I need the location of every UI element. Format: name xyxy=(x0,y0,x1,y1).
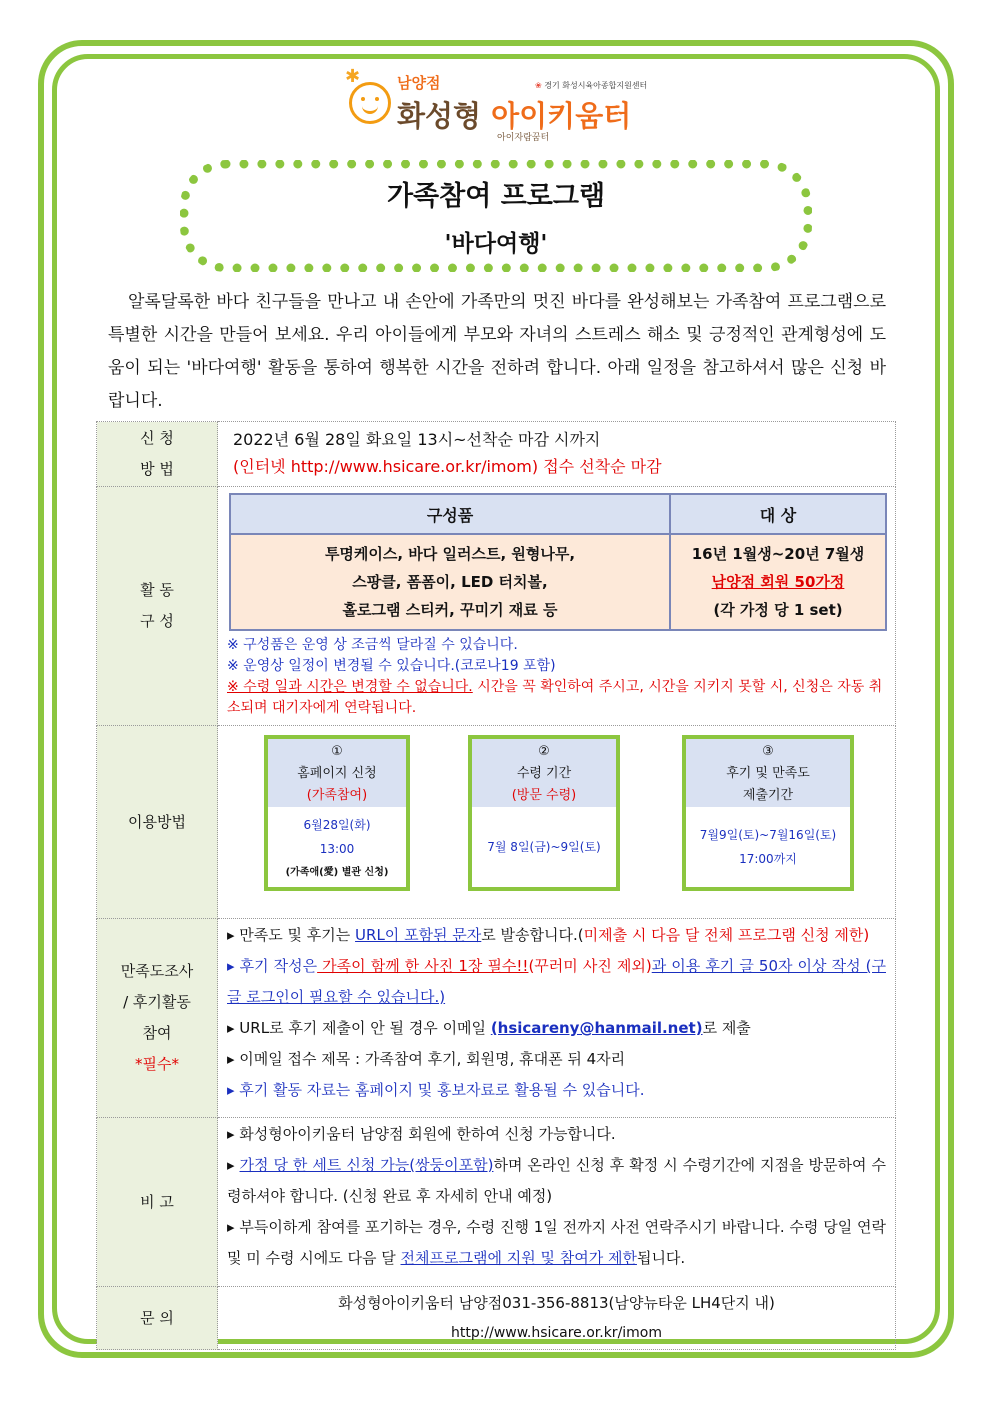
items-line1: 투명케이스, 바다 일러스트, 원형나무, xyxy=(324,545,576,563)
step-2-sub: (방문 수령) xyxy=(511,788,577,803)
label-apply-1: 신 청 xyxy=(140,429,174,447)
url-text-link[interactable]: URL이 포함된 문자 xyxy=(355,926,482,944)
step-3-time: 17:00까지 xyxy=(739,852,797,866)
contact-url[interactable]: http://www.hsicare.or.kr/imom xyxy=(450,1325,663,1341)
remarks-content xyxy=(218,1118,896,1287)
step-1 xyxy=(264,735,410,891)
partner-mark-icon: ❀ xyxy=(535,81,542,90)
label-composition-2: 구 성 xyxy=(140,612,174,630)
step-3 xyxy=(682,735,854,891)
head-items: 구성품 xyxy=(230,494,670,534)
survey-p1-d: 미제출 시 다음 달 전체 프로그램 신청 제한) xyxy=(583,926,870,944)
target-line3: (각 가정 당 1 set) xyxy=(713,601,843,619)
survey-p2-c: (꾸러미 사진 제외) xyxy=(528,957,652,975)
target-line1: 16년 1월생~20년 7월생 xyxy=(691,545,865,563)
step-2-date: 7월 8일(금)~9일(토) xyxy=(487,840,601,854)
survey-p3-a: ▸ URL로 후기 제출이 안 될 경우 이메일 xyxy=(227,1019,491,1037)
label-survey-3: 참여 xyxy=(142,1024,172,1042)
survey-p1 xyxy=(219,920,894,951)
logo-brand-b: 아이키움터 xyxy=(491,99,632,133)
target-line2: 남양점 회원 50가정 xyxy=(711,573,845,591)
partner-name: 경기 화성시육아종합지원센터 xyxy=(544,81,648,90)
step-1-num: ① xyxy=(331,744,343,759)
row-usage xyxy=(97,726,896,919)
composition-table xyxy=(229,493,887,631)
remarks-p3-b: 전체프로그램에 지원 및 참여가 제한 xyxy=(400,1249,637,1267)
step-1-title: 홈페이지 신청 xyxy=(297,766,377,781)
info-table xyxy=(96,421,896,1350)
step-3-date: 7월9일(토)~7월16일(토) xyxy=(699,828,837,842)
page-subtitle: '바다여행' xyxy=(444,231,548,257)
page-title: 가족참여 프로그램 xyxy=(386,181,606,212)
step-1-time: 13:00 xyxy=(319,842,355,856)
note1: ※ 구성품은 운영 상 조금씩 달라질 수 있습니다. xyxy=(227,637,518,653)
label-remarks: 비 고 xyxy=(97,1118,218,1287)
step-3-title: 후기 및 만족도 xyxy=(726,766,810,781)
step-2 xyxy=(468,735,620,891)
steps xyxy=(219,727,894,913)
label-composition xyxy=(97,487,218,726)
survey-p1-c: 로 발송합니다.( xyxy=(481,926,584,944)
remarks-p1: ▸ 화성형아이키움터 남양점 회원에 한하여 신청 가능합니다. xyxy=(227,1125,616,1143)
step-3-sub: 제출기간 xyxy=(742,788,794,803)
apply-line2: (인터넷 http://www.hsicare.or.kr/imom) 접수 선착순 마감 xyxy=(233,457,662,476)
survey-p2-a: ▸ 후기 작성은 xyxy=(227,957,318,975)
star-icon: ✱ xyxy=(345,66,361,87)
survey-p3-c: 로 제출 xyxy=(702,1019,751,1037)
survey-p3 xyxy=(219,1013,894,1044)
label-contact: 문 의 xyxy=(97,1287,218,1350)
composition-notes xyxy=(219,631,894,723)
label-usage: 이용방법 xyxy=(97,726,218,919)
survey-p4: ▸ 이메일 접수 제목 : 가족참여 후기, 회원명, 휴대폰 뒤 4자리 xyxy=(227,1050,626,1068)
survey-content xyxy=(218,919,896,1118)
remarks-p2-a: ▸ xyxy=(227,1156,240,1174)
remarks-p2 xyxy=(219,1150,894,1212)
logo-brand-a: 화성형 xyxy=(397,99,482,133)
apply-line1: 2022년 6월 28일 화요일 13시~선착순 마감 시까지 xyxy=(233,430,601,449)
logo-branch: 남양점 xyxy=(397,74,441,92)
label-apply-2: 방 법 xyxy=(140,460,174,478)
label-survey-1: 만족도조사 xyxy=(120,962,194,980)
remarks-p3 xyxy=(219,1212,894,1274)
row-composition xyxy=(97,487,896,726)
note3-b: 시간을 꼭 확인하여 주시고, 시간을 지키지 못할 시, 신청은 자동 취소되며 대기자에게 연락됩니다. xyxy=(227,679,883,716)
remarks-p3-c: 됩니다. xyxy=(636,1249,686,1267)
step-1-date: 6월28일(화) xyxy=(303,818,371,832)
row-apply xyxy=(97,422,896,487)
contact-content xyxy=(218,1287,896,1350)
items-cell xyxy=(230,534,670,630)
survey-p5: ▸ 후기 활동 자료는 홈페이지 및 홍보자료로 활용될 수 있습니다. xyxy=(227,1081,645,1099)
remarks-p2-b: 가정 당 한 세트 신청 가능(쌍둥이포함) xyxy=(239,1156,494,1174)
items-line2: 스팡클, 폼폼이, LED 터치볼, xyxy=(352,573,548,591)
step-3-num: ③ xyxy=(762,744,774,759)
contact-line1: 화성형아이키움터 남양점031-356-8813(남양뉴타운 LH4단지 내) xyxy=(338,1294,775,1312)
head-target: 대 상 xyxy=(670,494,886,534)
partner-logo xyxy=(535,80,647,91)
survey-p1-a: ▸ 만족도 및 후기는 xyxy=(227,926,356,944)
composition-content xyxy=(218,487,896,726)
step-1-sub: (가족참여) xyxy=(306,788,368,803)
logo xyxy=(345,68,655,144)
label-survey xyxy=(97,919,218,1118)
step-1-note: (가족애(愛) 별관 신청) xyxy=(285,867,389,878)
label-apply xyxy=(97,422,218,487)
row-remarks xyxy=(97,1118,896,1287)
items-line3: 홀로그램 스티커, 꾸미기 재료 등 xyxy=(342,601,558,619)
note3 xyxy=(227,677,886,719)
row-survey xyxy=(97,919,896,1118)
apply-content xyxy=(218,422,896,487)
survey-p2-b: 가족이 함께 한 사진 1장 필수!! xyxy=(317,957,529,975)
intro-paragraph: 알록달록한 바다 친구들을 만나고 내 손안에 가족만의 멋진 바다를 완성해보는 가족참여 프로그램으로 특별한 시간을 만들어 보세요. 우리 아이들에게 부모와 자녀의 스트레스 해소 및 긍정적인 관계형성에 도움이 되는 '바다여행' 활동을 통하여 행복한 시간을 전하려 합니다. 아래 일정을 참고하셔서 많은 신청 바랍니다. xyxy=(108,292,886,411)
survey-p2-d: 과 이용 후기 글 50자 이상 작성 (구글 로그인이 필요할 수 있습니다.) xyxy=(227,957,886,1006)
email-link[interactable]: (hsicareny@hanmail.net) xyxy=(490,1019,703,1037)
row-contact xyxy=(97,1287,896,1350)
logo-brand xyxy=(397,94,631,135)
smile-face-icon xyxy=(349,82,391,124)
step-2-num: ② xyxy=(538,744,550,759)
label-survey-required: *필수* xyxy=(135,1055,179,1073)
note3-a: ※ 수령 일과 시간은 변경할 수 없습니다. xyxy=(227,679,473,695)
remarks-p2-c: 하며 온라인 신청 후 확정 시 수령기간에 지점을 방문하여 수령하셔야 합니다. (신청 완료 후 자세히 안내 예정) xyxy=(227,1156,886,1205)
step-2-title: 수령 기간 xyxy=(516,766,572,781)
note2: ※ 운영상 일정이 변경될 수 있습니다.(코로나19 포함) xyxy=(227,658,556,674)
usage-content xyxy=(218,726,896,919)
label-survey-2: / 후기활동 xyxy=(123,993,191,1011)
logo-sub: 아이자람꿈터 xyxy=(497,133,550,143)
target-cell xyxy=(670,534,886,630)
survey-p2 xyxy=(219,951,894,1013)
label-composition-1: 활 동 xyxy=(140,581,174,599)
remarks-p3-a: ▸ 부득이하게 참여를 포기하는 경우, 수령 진행 1일 전까지 사전 연락주시기 바랍니다. 수령 당일 연락 및 미 수령 시에도 다음 달 xyxy=(227,1218,886,1267)
